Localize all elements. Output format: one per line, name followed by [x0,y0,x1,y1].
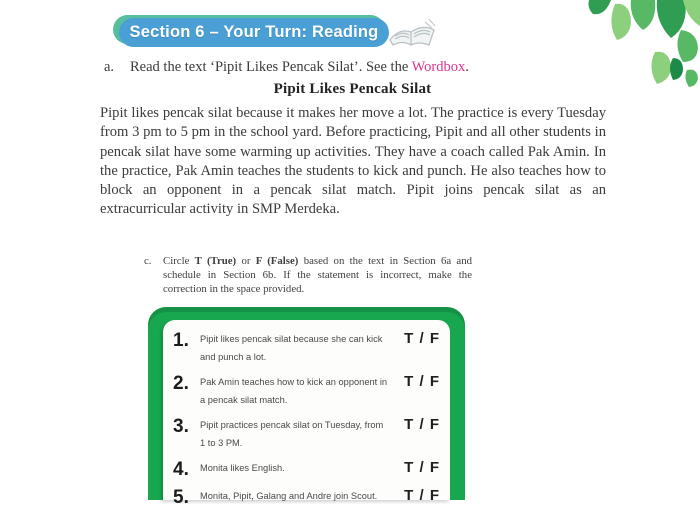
tf-choice[interactable]: T / F [404,487,440,504]
quiz-number: 2. [173,373,189,394]
item-c-text [163,255,472,296]
true-false-quiz-card [163,320,450,508]
item-a-marker: a. [104,59,115,75]
instruction-item-a [104,59,604,76]
quiz-statement: Pipit likes pencak silat because she can kick and punch a lot. [200,334,383,362]
item-a-text-after: . [465,59,469,75]
wordbox-link[interactable]: Wordbox [411,59,466,75]
item-a-text [130,59,469,76]
quiz-number: 1. [173,330,189,351]
true-false-quiz-frame [148,307,465,508]
quiz-row-1 [173,329,440,365]
quiz-statement-block [200,372,394,408]
instruction-item-c [144,255,472,296]
quiz-statement-block [200,415,394,451]
section-header-badge: Section 6 – Your Turn: Reading [119,18,389,47]
quiz-statement-block [200,486,394,504]
quiz-statement: Monita likes English. [200,463,285,473]
item-c-seg2: or [236,255,256,267]
quiz-row-4 [173,458,440,479]
quiz-statement-block [200,458,394,476]
quiz-row-5 [173,486,440,507]
open-book-sketch-icon [385,14,439,54]
item-c-bold-true: T (True) [194,255,237,267]
quiz-number: 3. [173,416,189,437]
quiz-statement: Pipit practices pencak silat on Tuesday, from 1 to 3 PM. [200,420,384,448]
quiz-statement: Pak Amin teaches how to kick an opponent in a pencak silat match. [200,377,388,405]
quiz-statement: Monita, Pipit, Galang and Andre join Scout. [200,491,378,501]
quiz-row-3 [173,415,440,451]
item-c-marker: c. [144,255,152,267]
tf-choice[interactable]: T / F [404,330,440,347]
quiz-row-2 [173,372,440,408]
quiz-number: 4. [173,459,189,480]
tf-choice[interactable]: T / F [404,459,440,476]
passage-paragraph: Pipit likes pencak silat because it makes her move a lot. The practice is every Tuesday from 3 pm to 5 pm in the school yard. Before practicing, Pipit and all other students in pencak silat have some warming up activities. They have a coach called Pak Amin. In the practice, Pak Amin teaches the students to kick and punch. He also teaches how to block an opponent in a pencak silat match. Pipit joins pencak silat as an extracurricular activity in SMP Merdeka. [100,105,606,218]
quiz-number: 5. [173,487,189,508]
tf-choice[interactable]: T / F [404,373,440,390]
item-a-text-before: Read the text ‘Pipit Likes Pencak Silat’. See the [130,59,412,75]
item-c-seg1: Circle [163,255,195,267]
passage-title: Pipit Likes Pencak Silat [273,81,432,97]
tf-choice[interactable]: T / F [404,416,440,433]
item-c-bold-false: F (False) [255,255,299,267]
item-c-seg3: based on the text in Section 6a and schedule in Section 6b. If the statement is incorrect, make the correction in the space provided. [163,255,473,295]
quiz-statement-block [200,329,394,365]
